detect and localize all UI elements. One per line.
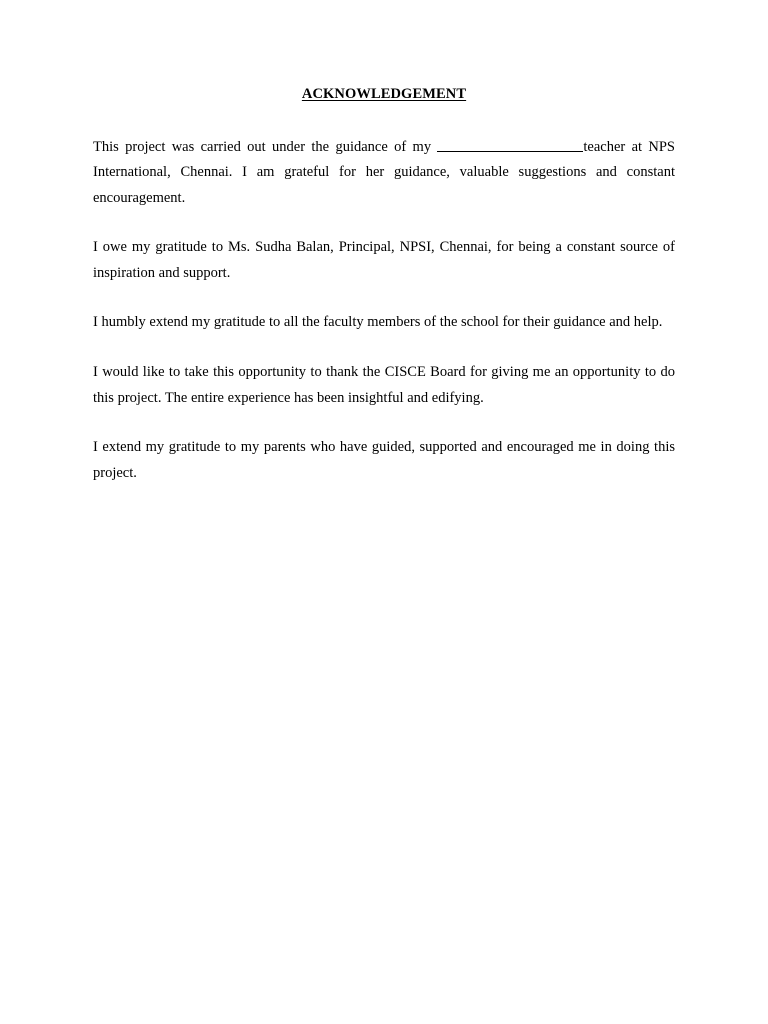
paragraph-parents: I extend my gratitude to my parents who have guided, supported and encouraged me in doing this project.: [93, 439, 675, 481]
teacher-name-blank: [437, 137, 583, 152]
page-title: ACKNOWLEDGEMENT: [301, 86, 467, 102]
document-body: [93, 135, 675, 510]
paragraph-faculty: I humbly extend my gratitude to all the faculty members of the school for their guidance and help.: [93, 314, 663, 331]
paragraph-guidance-text-end: teacher at NPS International, Chennai. I am grateful for her guidance, valuable suggestions and constant encouragement.: [93, 139, 675, 206]
paragraph-board: I would like to take this opportunity to thank the CISCE Board for giving me an opportunity to do this project. The entire experience has been insightful and edifying.: [93, 364, 675, 406]
paragraph-principal: I owe my gratitude to Ms. Sudha Balan, Principal, NPSI, Chennai, for being a constant source of inspiration and support.: [93, 239, 675, 281]
paragraph-guidance-text-start: This project was carried out under the guidance of my: [93, 139, 438, 155]
paragraph-guidance: [93, 135, 675, 211]
